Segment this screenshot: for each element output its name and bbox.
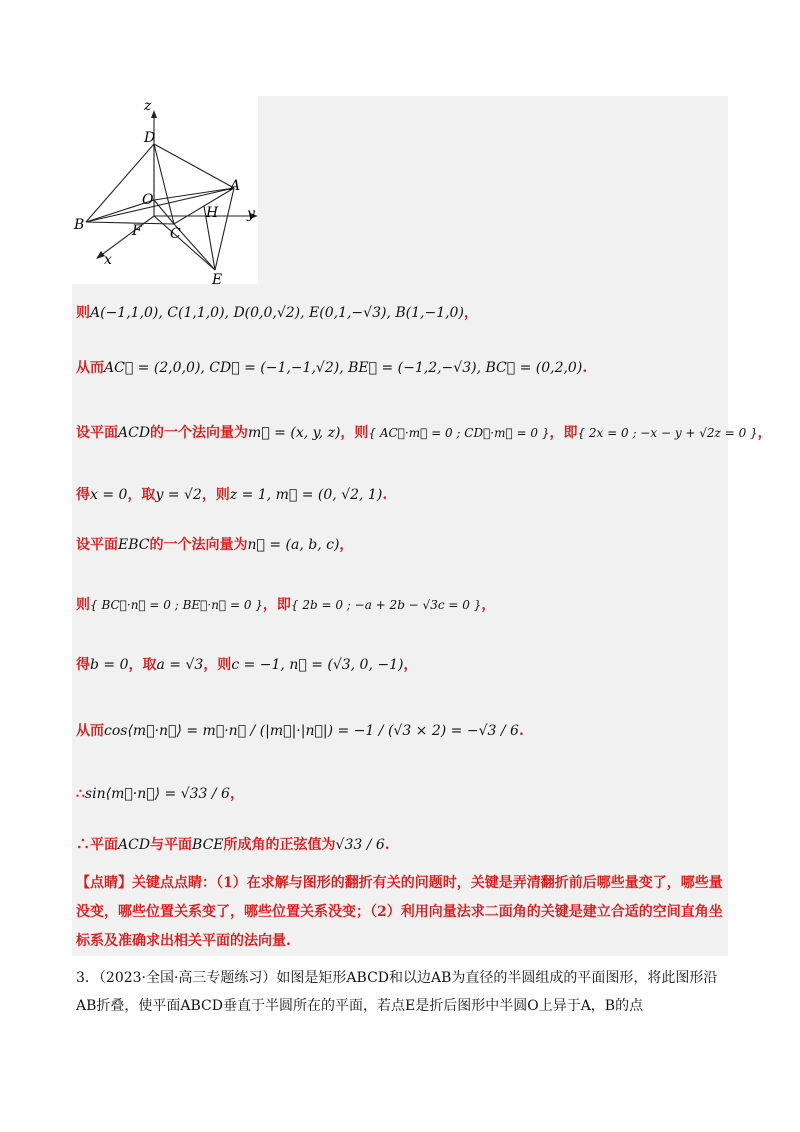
normal-m-setup-line: 设平面ACD的一个法向量为m⃗ = (x, y, z)，则{ AC⃗·m⃗ = 0 ; CD⃗·m⃗ = 0 }，即{ 2x = 0 ; −x − y + √2z = 0 }， — [76, 425, 772, 441]
label-y: y — [247, 206, 255, 222]
problem-3-text: 3．（2023·全国·高三专题练习）如图是矩形ABCD和以边AB为直径的半圆组成的平面图形，将此图形沿AB折叠，使平面ABCD垂直于半圆所在的平面，若点E是折后图形中半圆O上异于A，B的点 — [76, 970, 718, 1014]
label-a: A — [230, 178, 241, 194]
label-e: E — [212, 272, 223, 284]
label-h: H — [206, 205, 219, 221]
conclusion-line: ∴平面ACD与平面BCE所成角的正弦值为√33 / 6. — [76, 837, 390, 853]
sine-line: ∴sin⟨m⃗·n⃗⟩ = √33 / 6， — [76, 786, 244, 802]
pyramid-diagram — [72, 96, 258, 284]
label-c: C — [170, 226, 181, 242]
normal-n-system-line: 则{ BC⃗·n⃗ = 0 ; BE⃗·n⃗ = 0 }，即{ 2b = 0 ; −a + 2b − √3c = 0 }， — [76, 597, 496, 613]
key-point-note: 【点睛】关键点点睛：（1）在求解与图形的翻折有关的问题时，关键是弄清翻折前后哪些量变了，哪些量没变，哪些位置关系变了，哪些位置关系没变；（2）利用向量法求二面角的关键是建立合适的空间直角坐标系及准确求出相关平面的法向量. — [76, 875, 723, 949]
label-z: z — [144, 98, 152, 114]
vectors-line: 从而AC⃗ = (2,0,0), CD⃗ = (−1,−1,√2), BE⃗ = (−1,2,−√3), BC⃗ = (0,2,0). — [76, 360, 588, 376]
coords-line: 则A(−1,1,0), C(1,1,0), D(0,0,√2), E(0,1,−√3), B(1,−1,0)， — [76, 305, 478, 321]
cosine-line: 从而cos⟨m⃗·n⃗⟩ = m⃗·n⃗ / (|m⃗|·|n⃗|) = −1 / (√3 × 2) = −√3 / 6. — [76, 723, 524, 739]
label-f: F — [132, 223, 142, 239]
label-d: D — [144, 130, 156, 146]
normal-n-result-line: 得b = 0，取a = √3，则c = −1, n⃗ = (√3, 0, −1)， — [76, 657, 418, 673]
label-b: B — [74, 217, 85, 233]
normal-m-result-line: 得x = 0，取y = √2，则z = 1, m⃗ = (0, √2, 1). — [76, 487, 388, 503]
label-o: O — [142, 192, 154, 208]
label-x: x — [104, 252, 112, 268]
geometry-figure — [72, 96, 258, 284]
normal-n-setup-line: 设平面EBC的一个法向量为n⃗ = (a, b, c)， — [76, 537, 354, 553]
